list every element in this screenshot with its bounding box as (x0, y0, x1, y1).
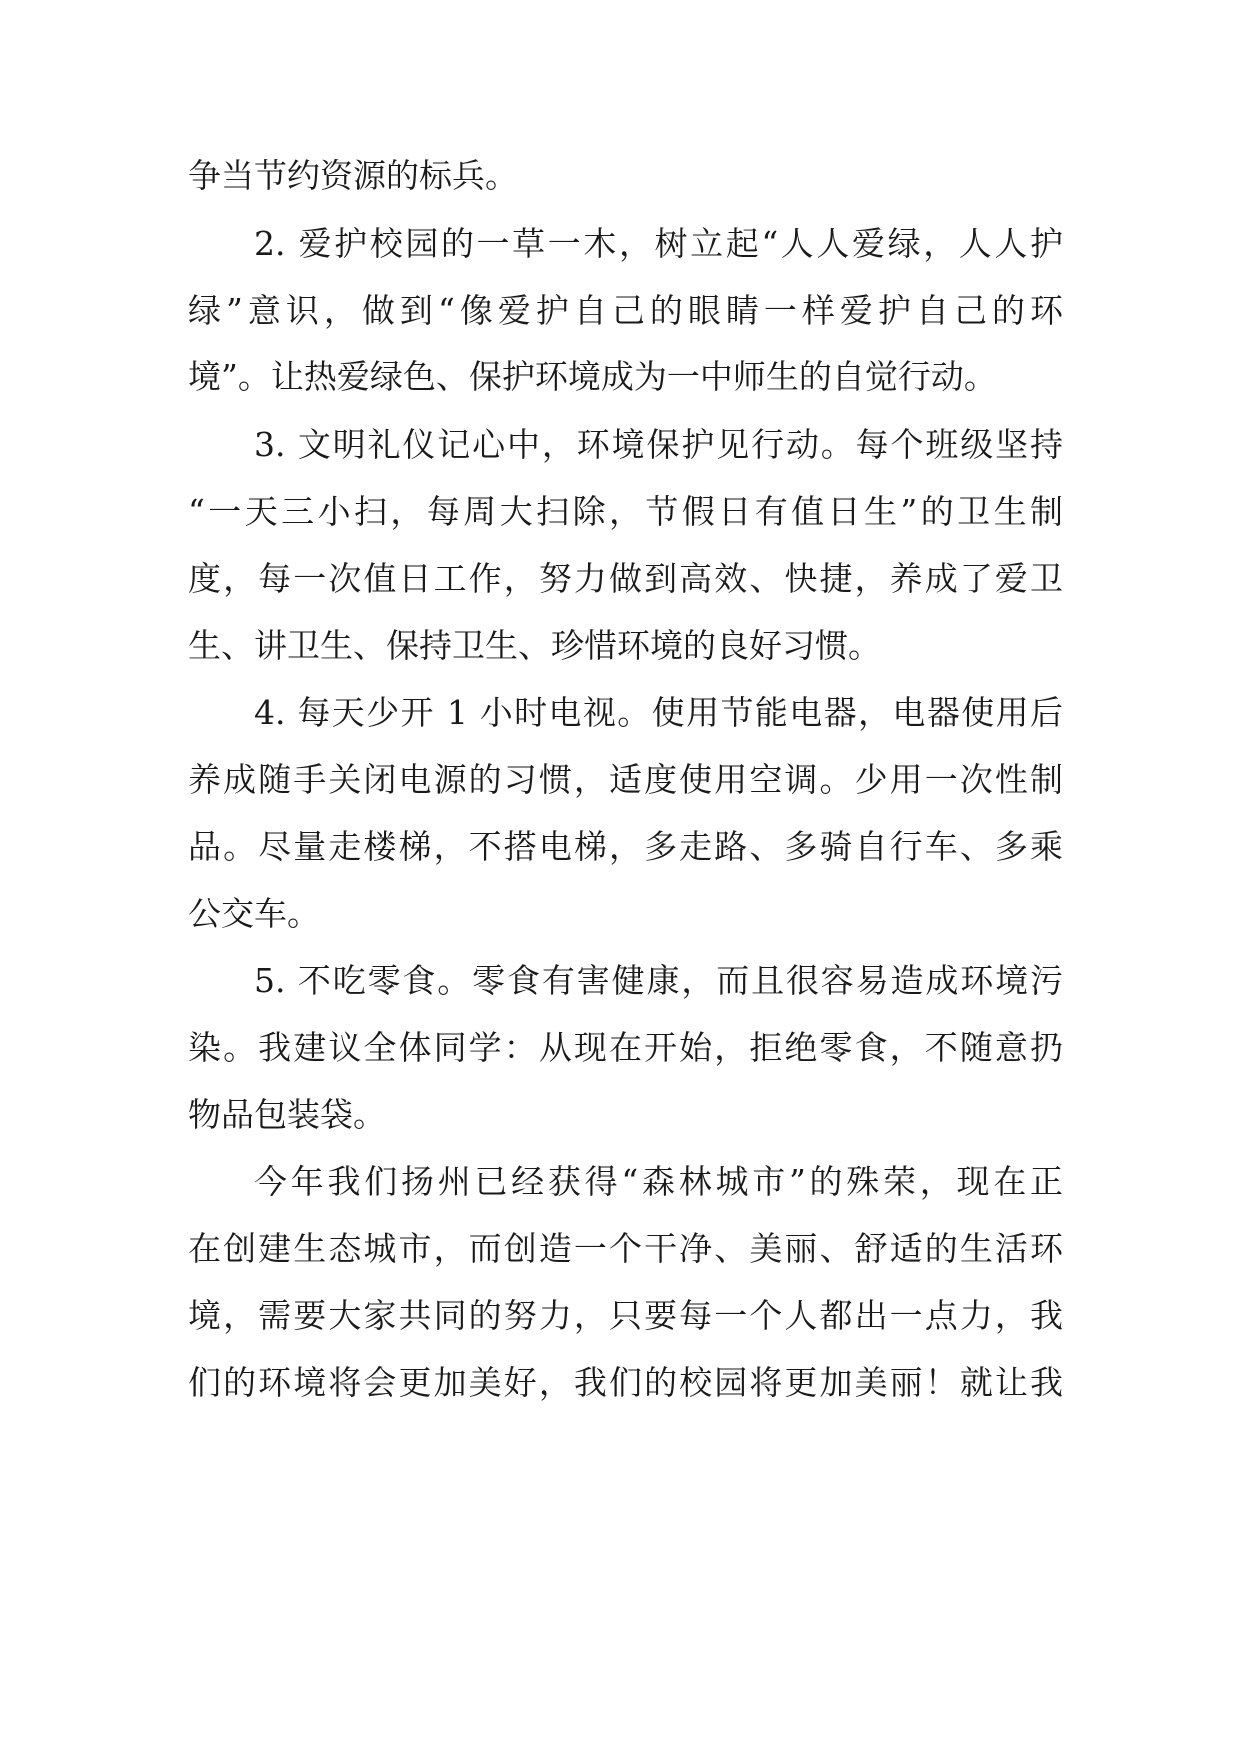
text-line: 绿”意识，做到“像爱护自己的眼睛一样爱护自己的环 (188, 291, 1063, 330)
text-line: 公交车。 (188, 894, 320, 933)
text-line: 2. 爱护校园的一草一木，树立起“人人爱绿，人人护 (254, 224, 1063, 263)
text-line: 境，需要大家共同的努力，只要每一个人都出一点力，我 (188, 1296, 1063, 1335)
text-line: 染。我建议全体同学：从现在开始，拒绝零食，不随意扔 (188, 1028, 1063, 1067)
text-line: 品。尽量走楼梯，不搭电梯，多走路、多骑自行车、多乘 (188, 827, 1063, 866)
text-line: 生、讲卫生、保持卫生、珍惜环境的良好习惯。 (188, 626, 881, 665)
text-line: 争当节约资源的标兵。 (188, 156, 518, 195)
text-line: 们的环境将会更加美好，我们的校园将更加美丽！就让我 (188, 1363, 1063, 1402)
text-line: 物品包装袋。 (188, 1095, 386, 1134)
text-line: “一天三小扫，每周大扫除，节假日有值日生”的卫生制 (188, 492, 1063, 531)
text-line: 4. 每天少开 1 小时电视。使用节能电器，电器使用后 (254, 693, 1063, 732)
text-line: 在创建生态城市，而创造一个干净、美丽、舒适的生活环 (188, 1229, 1063, 1268)
text-line: 3. 文明礼仪记心中，环境保护见行动。每个班级坚持 (254, 425, 1063, 464)
text-line: 养成随手关闭电源的习惯，适度使用空调。少用一次性制 (188, 760, 1063, 799)
text-line: 今年我们扬州已经获得“森林城市”的殊荣，现在正 (254, 1162, 1063, 1201)
text-line: 度，每一次值日工作，努力做到高效、快捷，养成了爱卫 (188, 559, 1063, 598)
text-line: 5. 不吃零食。零食有害健康，而且很容易造成环境污 (254, 961, 1063, 1000)
text-line: 境”。让热爱绿色、保护环境成为一中师生的自觉行动。 (188, 357, 997, 396)
